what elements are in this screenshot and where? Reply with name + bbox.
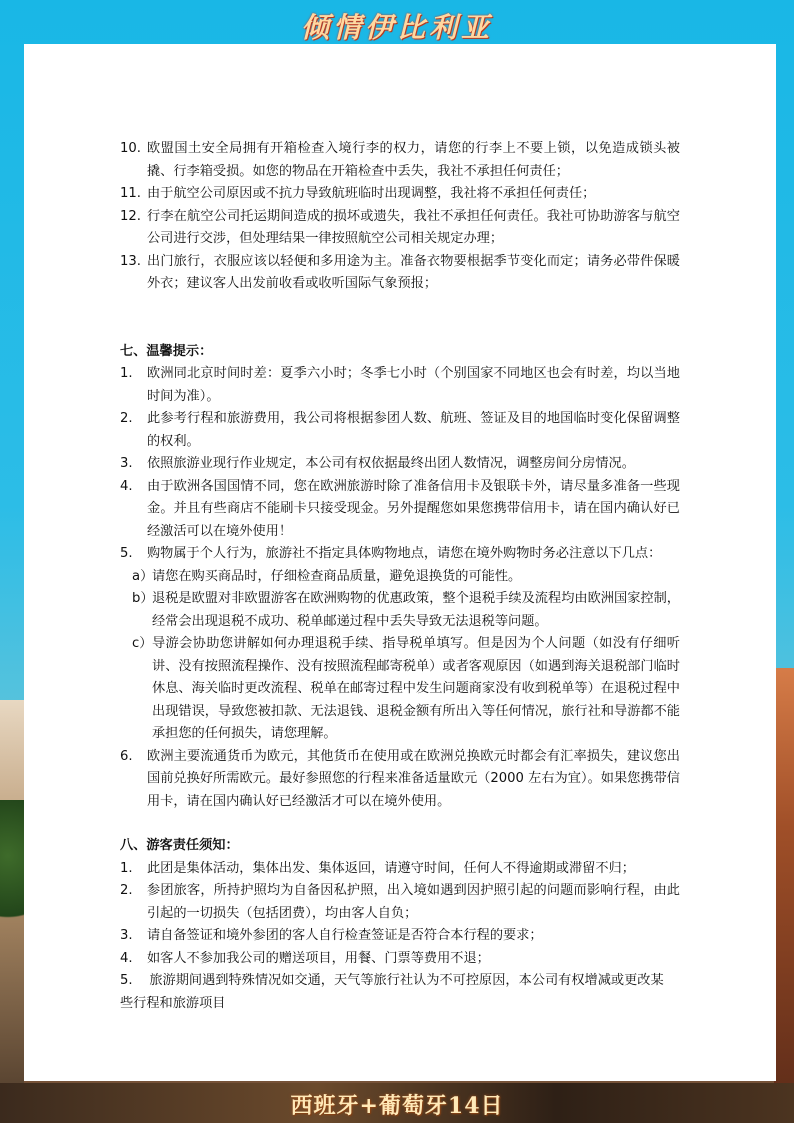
item-text: 购物属于个人行为，旅游社不指定具体购物地点，请您在境外购物时务必注意以下几点： <box>147 546 662 561</box>
sub-item-letter: c） <box>132 636 153 651</box>
list-item <box>120 543 680 566</box>
item-number: 1. <box>120 860 133 876</box>
item-number: 5. <box>120 546 133 561</box>
list-item <box>120 453 680 476</box>
item-number: 6. <box>120 748 133 764</box>
sub-item-letter: b） <box>132 591 154 606</box>
sub-list-item <box>120 566 680 589</box>
item-text: 依照旅游业现行作业规定，本公司有权依据最终出团人数情况，调整房间分房情况。 <box>147 456 635 471</box>
list-item <box>120 476 680 544</box>
sub-item-text: 退税是欧盟对非欧盟游客在欧洲购物的优惠政策，整个退税手续及流程均由欧洲国家控制，经常会出现退税不成功、税单邮递过程中丢失导致无法退税等问题。 <box>152 591 680 629</box>
item-number: 4. <box>120 950 133 966</box>
item-number: 2. <box>120 411 133 426</box>
item-text: 出门旅行，衣服应该以轻便和多用途为主。准备衣物要根据季节变化而定；请务必带件保暖外衣；建议客人出发前收看或收听国际气象预报； <box>147 253 680 291</box>
item-text: 如客人不参加我公司的赠送项目，用餐、门票等费用不退； <box>147 950 490 966</box>
footer-route-title: 西班牙+葡萄牙14日 <box>290 1093 504 1119</box>
section-title-responsibility: 八、游客责任须知： <box>120 838 239 853</box>
item-number: 4. <box>120 478 133 494</box>
document-content <box>120 138 680 1015</box>
item-number: 5. <box>120 973 133 988</box>
list-item <box>120 858 680 881</box>
item-text: 欧洲同北京时间时差：夏季六小时；冬季七小时（个别国家不同地区也会有时差，均以当地时间为准）。 <box>147 366 680 404</box>
list-item <box>120 363 680 408</box>
item-number: 11. <box>120 186 141 201</box>
sub-list-item <box>120 588 680 633</box>
list-item <box>120 948 680 971</box>
background-tree-left <box>0 800 26 940</box>
item-number: 1. <box>120 366 133 381</box>
item-text: 参团旅客，所持护照均为自备因私护照，出入境如遇到因护照引起的问题而影响行程，由此引起的一切损失（包括团费），均由客人自负； <box>147 883 680 921</box>
list-item <box>120 251 680 296</box>
item-text: 欧洲主要流通货币为欧元，其他货币在使用或在欧洲兑换欧元时都会有汇率损失，建议您出国前兑换好所需欧元。最好参照您的行程来准备适量欧元（2000 左右为宜）。如果您携带信用卡，请在国内确认好已经激活才可以在境外使用。 <box>147 748 680 809</box>
sub-item-text: 导游会协助您讲解如何办理退税手续、指导税单填写。但是因为个人问题（如没有仔细听讲、没有按照流程操作、没有按照流程邮寄税单）或者客观原因（如遇到海关退税部门临时休息、海关临时更改流程、税单在邮寄过程中发生问题商家没有收到税单等）在退税过程中出现错误，导致您被扣款、无法退钱、退税金额有所出入等任何情况，旅行社和导游都不能承担您的任何损失，请您理解。 <box>152 636 680 741</box>
item-number: 3. <box>120 456 133 471</box>
luggage-list <box>120 138 680 296</box>
sub-item-text: 请您在购买商品时，仔细检查商品质量，避免退换货的可能性。 <box>152 568 522 584</box>
sub-item-letter: a） <box>132 568 154 584</box>
item-text: 此团是集体活动，集体出发、集体返回，请遵守时间，任何人不得逾期或滞留不归； <box>147 860 635 876</box>
item-text: 由于航空公司原因或不抗力导致航班临时出现调整，我社将不承担任何责任； <box>147 186 596 201</box>
list-item <box>120 206 680 251</box>
list-item <box>120 138 680 183</box>
list-item <box>120 880 680 925</box>
list-item <box>120 183 680 206</box>
list-item-last <box>120 970 680 1015</box>
list-item <box>120 925 680 948</box>
sub-list-item <box>120 633 680 746</box>
section-title-tips: 七、温馨提示： <box>120 343 213 359</box>
header-calligraphy-title: 倾情伊比利亚 <box>300 11 493 44</box>
background-building-right <box>774 668 794 1123</box>
item-text: 此参考行程和旅游费用，我公司将根据参团人数、航班、签证及目的地国临时变化保留调整的权利。 <box>147 411 680 449</box>
item-text: 请自备签证和境外参团的客人自行检查签证是否符合本行程的要求； <box>147 928 543 943</box>
item-number: 13. <box>120 253 141 269</box>
item-number: 12. <box>120 208 141 224</box>
item-number: 3. <box>120 928 133 943</box>
item-text: 由于欧洲各国国情不同，您在欧洲旅游时除了准备信用卡及银联卡外，请尽量多准备一些现金。并且有些商店不能刷卡只接受现金。另外提醒您如果您携带信用卡，请在国内确认好已经激活可以在境外使用！ <box>147 478 680 539</box>
item-text: 旅游期间遇到特殊情况如交通，天气等旅行社认为不可控原因，本公司有权增减或更改某 些行程和旅游项目 <box>120 973 664 1011</box>
item-text: 行李在航空公司托运期间造成的损坏或遗失，我社不承担任何责任。我社可协助游客与航空公司进行交涉，但处理结果一律按照航空公司相关规定办理； <box>147 208 680 246</box>
item-number: 2. <box>120 883 133 898</box>
list-item <box>120 746 680 814</box>
item-number: 10. <box>120 141 141 156</box>
list-item <box>120 408 680 453</box>
item-text: 欧盟国土安全局拥有开箱检查入境行李的权力，请您的行李上不要上锁，以免造成锁头被撬、行李箱受损。如您的物品在开箱检查中丢失，我社不承担任何责任； <box>147 141 680 179</box>
